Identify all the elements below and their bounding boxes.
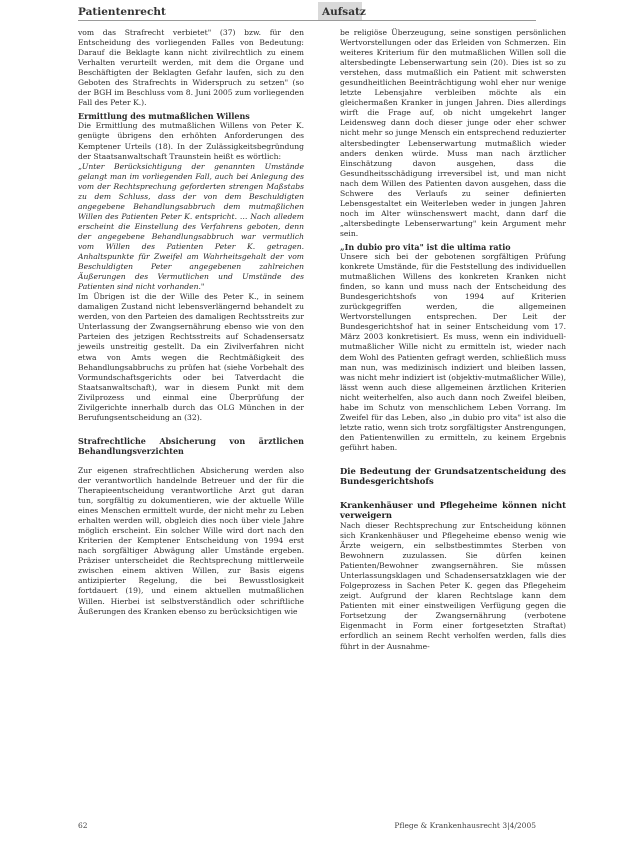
section-title: Patientenrecht (78, 6, 166, 18)
header-rule (78, 20, 536, 21)
right-column (340, 28, 566, 652)
spacer (78, 423, 304, 433)
paragraph: Unsere sich bei der gebotenen sorgfältigen Prüfung konkrete Umstände, für die Feststellung des individuellen mutmaßlichen Willens des konkreten Kranken nicht finden, so kann und muss nach der Entscheidung des Bundesgerichtshofs von 1994 auf Kriterien zurückgegriffen werden, die allgemeinen Wertvorstellungen entsprechen. Der Leit der Bundesgerichtshof hat in seiner Entscheidung vom 17. März 2003 konkretisiert. Es muss, wenn ein individuell-mutmaßlicher Wille nicht zu ermitteln ist, wieder nach dem Wohl des Patienten gefragt werden, schließlich muss man nun, was medizinisch indiziert und bleiben lassen, was nicht mehr indiziert ist (objektiv-mutmaßlicher Wille), lässt wenn auch diese allgemeinen ärztlichen Kriterien nicht weiterhelfen, also auch dann noch Zweifel bleiben, habe im Schutz von menschlichem Leben Vorrang. Im Zweifel für das Leben, also „in dubio pro vita" ist also die letzte ratio, wenn sich trotz sorgfältigster Anstrengungen, den Patientenwillen zu ermitteln, zu keinem Ergebnis geführt haben. (340, 252, 566, 452)
spacer (340, 487, 566, 497)
paragraph: Zur eigenen strafrechtlichen Absicherung werden also der verantwortlich handelnde Betreuer und der für die Therapieentscheidung verantwortliche Arzt gut daran tun, sorgfältig zu dokumentieren, wie der aktuelle Wille eines Menschen ermittelt wurde, der nicht mehr zu Leben erhalten werden will, obgleich dies noch über viele Jahre möglich erscheint. Ein solcher Wille wird dort nach den Kriterien der Kemptener Entscheidung von 1994 erst nach sorgfältiger Abwägung aller Umstände ergeben. Präziser unterscheidet die Rechtsprechung mittlerweile zwischen einem aktiven Willen, zur Basis eigens antizipierter Regelung, die bei Bewusstlosigkeit fortdauert (19), und einem aktuellen mutmaßlichen Willen. Hierbei ist selbstverständlich oder schriftliche Äußerungen des Kranken ebenso zu berücksichtigen wie (78, 465, 304, 616)
subsection-heading: Krankenhäuser und Pflegeheime können nicht verweigern (340, 499, 566, 521)
journal-reference: Pflege & Krankenhausrecht 3|4/2005 (394, 821, 536, 830)
paragraph: Die Ermittlung des mutmaßlichen Willens von Peter K. genügte übrigens den erhöhten Anforderungen des Kemptener Urteils (18). In der Zulässigkeitsbegründung der Staatsanwaltschaft Traunstein heißt es wörtlich: (78, 121, 304, 161)
paragraph: Im Übrigen ist die der Wille des Peter K., in seinem damaligen Zustand nicht lebensverlängernd behandelt zu werden, von den Parteien des damaligen Rechtsstreits zur Unterlassung der Zwangsernährung ebenso wie von den Parteien des jetzigen Rechtsstreits auf Schadensersatz jeweils unstreitig gestellt. Da ein Zivilverfahren nicht etwa von Amts wegen die Rechtmäßigkeit des Behandlungsabbruchs zu prüfen hat (siehe Vorbehalt des Vormundschaftsgerichts oder bei Tatverdacht die Staatsanwaltschaft), war in diesem Punkt mit dem Zivilprozess und einmal eine Überprüfung der Zivilgerichte innerhalb durch das OLG München in der Berufungsentscheidung an (32). (78, 292, 304, 422)
section-heading: Die Bedeutung der Grundsatzentscheidung des Bundesgerichtshofs (340, 465, 566, 487)
page-header (0, 0, 622, 26)
page-number: 62 (78, 821, 88, 830)
section-heading: „In dubio pro vita" ist die ultima ratio (340, 241, 511, 252)
spacer (78, 456, 304, 466)
category-badge (318, 2, 366, 20)
paragraph: vom das Strafrecht verbietet" (37) bzw. für den Entscheidung des vorliegenden Falles von Bedeutung: Darauf die Beklagte kann nicht zivilrechtlich zu einem Verhalten verurteilt werden, mit dem die Organe und Beschäftigten der Beklagten Gefahr laufen, sich zu den Geboten des Strafrechts in Widerspruch zu setzen" (so der BGH im Beschluss vom 8. Juni 2005 zum vorliegenden Fall des Peter K.). (78, 28, 304, 108)
paragraph: Nach dieser Rechtsprechung zur Entscheidung können sich Krankenhäuser und Pflegeheime ebenso wenig wie Ärzte weigern, ein selbstbestimmtes Sterben von Bewohnern zuzulassen. Sie dürfen keinen Patienten/Bewohner zwangsernähren. Sie müssen Unterlassungsklagen und Schadensersatzklagen wie der Folgeprozess in Sachen Peter K. gegen das Pflegeheim zeigt. Aufgrund der klaren Rechtslage kann dem Patienten mit einer einstweiligen Verfügung gegen die Fortsetzung der Zwangsernährung (verbotene Eigenmacht in Form einer fortgesetzten Straftat) erfordlich an seinem Recht verholfen werden, falls dies führt in der Ausnahme- (340, 520, 566, 651)
section-heading: Strafrechtliche Absicherung von ärztlichen Behandlungsverzichten (78, 435, 304, 456)
paragraph: be religiöse Überzeugung, seine sonstigen persönlichen Wertvorstellungen oder das Erleiden von Schmerzen. Ein weiteres Kriterium für den mutmaßlichen Willen soll die altersbedingte Lebenserwartung sein (20). Dies ist so zu verstehen, dass mutmaßlich ein Patient mit schwersten gesundheitlichen Beeinträchtigung wohl eher nur wenige letzte Lebensjahre verbleiben möchte als ein gleichermaßen Kranker in jungen Jahren. Dies allerdings wirft die Frage auf, ob nicht umgekehrt langer Leidensweg dann doch dieser junge oder eher schwer nicht mehr so junge Mensch ein entsprechend reduzierter altersbedingter Lebenserwartung mutmaßlich wieder anders denken würde. Muss man nach ärztlicher Einschätzung davon ausgehen, dass die Gesundheitsschädigung irreversibel ist, und man nicht nach dem Willen des Patienten davon ausgehen, dass die Schwere des Verlaufs zu seiner definierten Lebensgestaltet ein Weiterleben weder in jungen Jahren noch im Alter wünschenswert macht, dann darf die „altersbedingte Lebenserwartung" kein Argument mehr sein. (340, 28, 566, 238)
category-label: Aufsatz (322, 6, 366, 18)
left-column (78, 28, 304, 617)
quote: „Unter Berücksichtigung der genannten Umstände gelangt man im vorliegenden Fall, auch bei Anlegung des vom der Rechtsprechung geforderten strengen Maßstabs zu dem Schluss, dass der von dem Beschuldigten angegebene Behandlungsabbruch dem mutmaßlichen Willen des Patienten Peter K. entspricht. … Nach alledem erscheint die Einstellung des Verfahrens geboten, denn der angegebene Behandlungsabbruch war vermutlich vom Willen des Patienten Peter K. getragen. Anhaltspunkte für Zweifel am Wahrheitsgehalt der vom Beschuldigten Peter angegebenen zahlreichen Äußerungen des Vermutlichen und Umstände des Patienten sind nicht vorhanden." (78, 161, 304, 292)
section-heading: Ermittlung des mutmaßlichen Willens (78, 111, 250, 122)
spacer (340, 453, 566, 463)
